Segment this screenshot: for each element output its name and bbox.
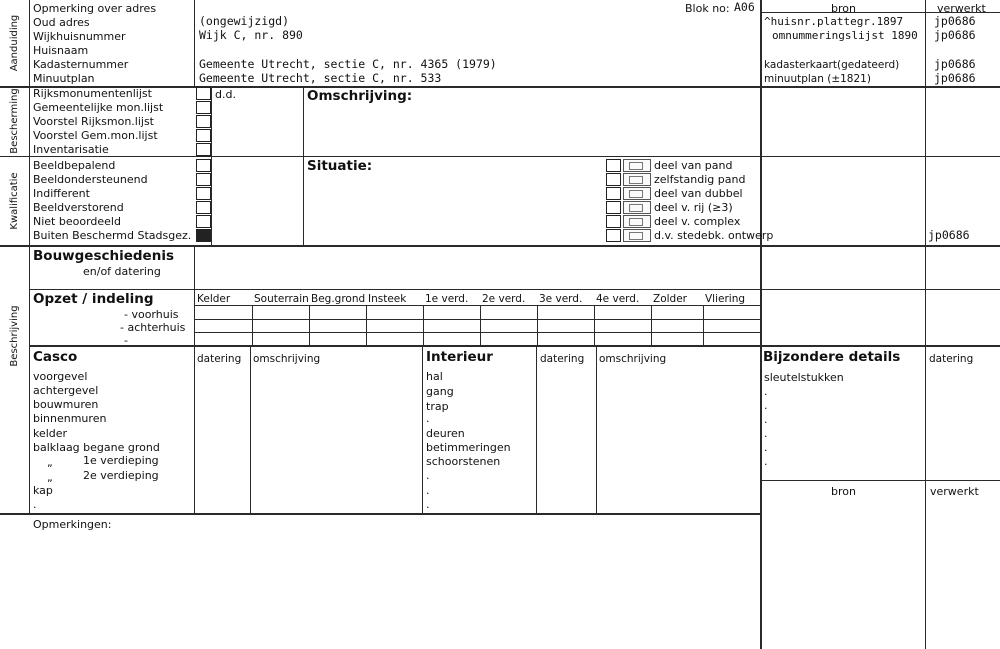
situatie-checkbox-6[interactable]: [606, 229, 621, 242]
bijzondere-dot-6: .: [764, 455, 768, 468]
label-minuutplan: Minuutplan: [33, 72, 95, 85]
interieur-datering-header: datering: [540, 353, 585, 365]
opzet-heading: Opzet / indeling: [33, 291, 154, 307]
divider: [925, 0, 926, 649]
divider: [760, 0, 762, 649]
casco-ditto-1: „: [47, 456, 53, 469]
bron-kadasternummer: kadasterkaart(gedateerd): [764, 59, 900, 71]
bescherming-checkbox-4[interactable]: [196, 129, 211, 142]
situatie-zelfstandig-pand: zelfstandig pand: [654, 173, 746, 186]
opzet-col-kelder: Kelder: [197, 293, 231, 305]
value-wijkhuisnummer: Wijk C, nr. 890: [199, 28, 303, 42]
situatie-heading: Situatie:: [307, 158, 373, 174]
divider: [537, 305, 538, 345]
divider: [250, 347, 251, 513]
situatie-stedebk-ontwerp: d.v. stedebk. ontwerp: [654, 229, 774, 242]
interieur-dot-2: .: [426, 469, 430, 482]
verwerkt-header: verwerkt: [937, 2, 986, 15]
kwal-buiten-beschermd: Buiten Beschermd Stadsgez.: [33, 229, 192, 242]
divider: [252, 305, 253, 345]
situatie-deel-van-dubbel: deel van dubbel: [654, 187, 743, 200]
interieur-schoorstenen: schoorstenen: [426, 455, 501, 468]
divider: [422, 347, 423, 513]
bescherming-gemeentelijke: Gemeentelijke mon.lijst: [33, 101, 164, 114]
divider: [0, 245, 1000, 247]
section-label-beschrijving: Beschrijving: [9, 305, 20, 367]
opzet-col-2e-verd: 2e verd.: [482, 293, 526, 305]
divider: [30, 289, 1000, 290]
casco-kelder: kelder: [33, 427, 68, 440]
bijzondere-sleutelstukken: sleutelstukken: [764, 371, 844, 384]
label-oud-adres: Oud adres: [33, 16, 90, 29]
divider: [423, 305, 424, 345]
opzet-col-zolder: Zolder: [653, 293, 687, 305]
kwal-checkbox-1[interactable]: [196, 159, 211, 172]
bijzondere-dot-5: .: [764, 441, 768, 454]
interieur-hal: hal: [426, 370, 443, 383]
interieur-betimmeringen: betimmeringen: [426, 441, 511, 454]
kwal-beeldbepalend: Beeldbepalend: [33, 159, 116, 172]
opzet-row-voorhuis: - voorhuis: [124, 308, 179, 321]
divider: [703, 305, 704, 345]
kwal-beeldverstorend: Beeldverstorend: [33, 201, 124, 214]
interieur-heading: Interieur: [426, 349, 493, 365]
verwerkt-kadasternummer: jp0686: [934, 57, 976, 71]
label-opmerking-adres: Opmerking over adres: [33, 2, 157, 15]
divider: [194, 305, 760, 306]
divider: [0, 513, 760, 515]
interieur-trap: trap: [426, 400, 449, 413]
divider: [596, 347, 597, 513]
interieur-omschrijving-header: omschrijving: [599, 353, 667, 365]
bron-wijkhuisnummer: omnummeringslijst 1890: [772, 29, 918, 42]
casco-omschrijving-header: omschrijving: [253, 353, 321, 365]
interieur-dot-3: .: [426, 484, 430, 497]
divider: [303, 86, 304, 245]
bron-oud-adres: ^huisnr.plattegr.1897: [764, 15, 904, 28]
opmerkingen-label: Opmerkingen:: [33, 518, 112, 531]
casco-heading: Casco: [33, 349, 78, 365]
opzet-col-4e-verd: 4e verd.: [596, 293, 640, 305]
opzet-col-souterrain: Souterrain: [254, 293, 309, 305]
label-huisnaam: Huisnaam: [33, 44, 89, 57]
situatie-deel-v-complex: deel v. complex: [654, 215, 741, 228]
bijzondere-dot-2: .: [764, 399, 768, 412]
section-label-kwalificatie: Kwalificatie: [9, 172, 20, 230]
interieur-dot-4: .: [426, 498, 430, 511]
verwerkt-oud-adres: jp0686: [934, 14, 976, 28]
pand-part-icon: [623, 159, 651, 172]
bescherming-checkbox-3[interactable]: [196, 115, 211, 128]
bouwgeschiedenis-subtitle: en/of datering: [83, 265, 161, 278]
casco-balklaag: balklaag begane grond: [33, 441, 160, 454]
section-label-bescherming: Bescherming: [9, 88, 20, 154]
bescherming-checkbox-5[interactable]: [196, 143, 211, 156]
situatie-deel-van-pand: deel van pand: [654, 159, 733, 172]
casco-datering-header: datering: [197, 353, 242, 365]
verwerkt-minuutplan: jp0686: [934, 71, 976, 85]
bron-header: bron: [831, 2, 856, 15]
bescherming-rijksmonumentenlijst: Rijksmonumentenlijst: [33, 87, 152, 100]
casco-bouwmuren: bouwmuren: [33, 398, 99, 411]
dd-label: d.d.: [215, 88, 236, 101]
situatie-checkbox-4[interactable]: [606, 201, 621, 214]
kwal-checkbox-3[interactable]: [196, 187, 211, 200]
divider: [651, 305, 652, 345]
casco-dot: .: [33, 498, 37, 511]
kwal-indifferent: Indifferent: [33, 187, 90, 200]
value-minuutplan: Gemeente Utrecht, sectie C, nr. 533: [199, 71, 442, 85]
standalone-building-icon: [623, 173, 651, 186]
divider: [194, 0, 195, 86]
kwal-verwerkt: jp0686: [928, 228, 970, 242]
divider: [211, 86, 212, 245]
blok-label: Blok no:: [685, 2, 730, 15]
value-oud-adres: (ongewijzigd): [199, 14, 290, 28]
situatie-checkbox-5[interactable]: [606, 215, 621, 228]
casco-2e-verdieping: 2e verdieping: [83, 469, 159, 482]
bouwgeschiedenis-heading: Bouwgeschiedenis: [33, 248, 174, 264]
divider: [194, 319, 760, 320]
bijzondere-dot-4: .: [764, 427, 768, 440]
bijzondere-dot-1: .: [764, 385, 768, 398]
urban-design-icon: [623, 229, 651, 242]
divider: [366, 305, 367, 345]
divider: [30, 345, 1000, 347]
situatie-deel-v-rij: deel v. rij (≥3): [654, 201, 733, 214]
label-kadasternummer: Kadasternummer: [33, 58, 129, 71]
situatie-checkbox-1[interactable]: [606, 159, 621, 172]
verwerkt-footer-header: verwerkt: [930, 485, 979, 498]
kwal-checkbox-6-checked[interactable]: [196, 229, 211, 242]
divider: [536, 347, 537, 513]
kwal-beeldondersteunend: Beeldondersteunend: [33, 173, 148, 186]
row-houses-icon: [623, 201, 651, 214]
verwerkt-wijkhuisnummer: jp0686: [934, 28, 976, 42]
bescherming-voorstel-rijksmon: Voorstel Rijksmon.lijst: [33, 115, 154, 128]
kwal-checkbox-2[interactable]: [196, 173, 211, 186]
divider: [0, 156, 1000, 157]
casco-voorgevel: voorgevel: [33, 370, 88, 383]
divider: [194, 247, 195, 513]
semi-detached-icon: [623, 187, 651, 200]
divider: [309, 305, 310, 345]
divider: [29, 0, 30, 513]
casco-kap: kap: [33, 484, 53, 497]
opzet-col-1e-verd: 1e verd.: [425, 293, 469, 305]
divider: [194, 332, 760, 333]
kwal-checkbox-5[interactable]: [196, 215, 211, 228]
label-wijkhuisnummer: Wijkhuisnummer: [33, 30, 126, 43]
section-label-aanduiding: Aanduiding: [9, 14, 20, 72]
situatie-checkbox-3[interactable]: [606, 187, 621, 200]
opzet-col-3e-verd: 3e verd.: [539, 293, 583, 305]
bescherming-voorstel-gemmon: Voorstel Gem.mon.lijst: [33, 129, 158, 142]
bijzondere-dot-3: .: [764, 413, 768, 426]
interieur-dot-1: .: [426, 412, 430, 425]
casco-achtergevel: achtergevel: [33, 384, 99, 397]
bescherming-checkbox-1[interactable]: [196, 87, 211, 100]
interieur-gang: gang: [426, 385, 454, 398]
complex-icon: [623, 215, 651, 228]
bron-footer-header: bron: [831, 485, 856, 498]
casco-ditto-2: „: [47, 471, 53, 484]
interieur-deuren: deuren: [426, 427, 465, 440]
bescherming-inventarisatie: Inventarisatie: [33, 143, 109, 156]
kwal-checkbox-4[interactable]: [196, 201, 211, 214]
divider: [760, 480, 1000, 481]
bron-minuutplan: minuutplan (±1821): [764, 73, 871, 85]
casco-binnenmuren: binnenmuren: [33, 412, 107, 425]
opzet-col-insteek: Insteek: [368, 293, 407, 305]
divider: [480, 305, 481, 345]
opzet-col-vliering: Vliering: [705, 293, 746, 305]
divider: [594, 305, 595, 345]
opzet-col-beg-grond: Beg.grond: [311, 293, 366, 305]
value-kadasternummer: Gemeente Utrecht, sectie C, nr. 4365 (1979): [199, 57, 497, 71]
situatie-checkbox-2[interactable]: [606, 173, 621, 186]
bijzondere-datering-header: datering: [929, 353, 974, 365]
blok-value: A06: [734, 0, 755, 14]
casco-1e-verdieping: 1e verdieping: [83, 454, 159, 467]
bescherming-checkbox-2[interactable]: [196, 101, 211, 114]
omschrijving-heading: Omschrijving:: [307, 88, 413, 104]
kwal-niet-beoordeeld: Niet beoordeeld: [33, 215, 121, 228]
bijzondere-details-heading: Bijzondere details: [763, 349, 901, 365]
opzet-row-achterhuis: - achterhuis: [120, 321, 186, 334]
opzet-row-blank: -: [124, 334, 128, 347]
